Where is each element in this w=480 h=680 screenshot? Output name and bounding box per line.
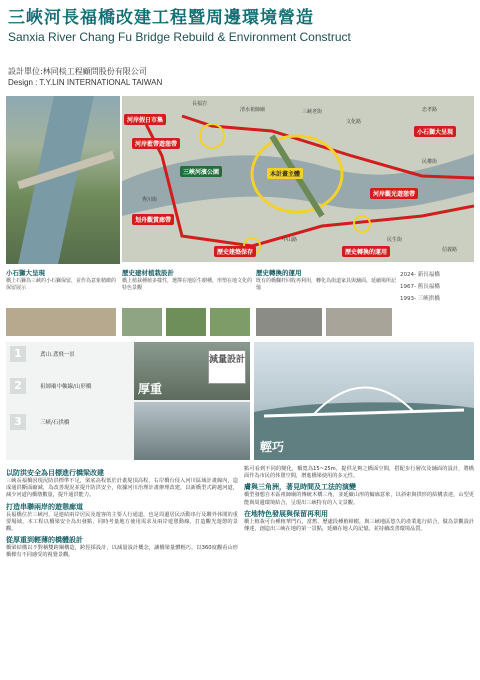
paragraph-body: 橋上植栽可台種植華門石，當舊、歷處段種植樟樹，與三峽地區悠久的產業進行結合，做為景觀設計傳達，創造出三峽在地的第一景點，延續在地人的記憶，並持續改善環境品質。 bbox=[244, 518, 474, 533]
card-small-lion bbox=[6, 268, 118, 338]
page-header bbox=[8, 8, 472, 44]
site-map bbox=[122, 96, 474, 262]
map-label-9: 民生街 bbox=[387, 237, 403, 243]
card-timeline bbox=[400, 268, 474, 338]
reuse-photo-2 bbox=[326, 308, 392, 336]
card-title: 歷史建材植栽設計 bbox=[122, 269, 174, 277]
design-credit bbox=[8, 66, 162, 88]
light-label: 輕巧 bbox=[260, 440, 285, 454]
tag-small-lion: 小石獅大呈現 bbox=[414, 126, 456, 137]
map-label-10: 信義路 bbox=[442, 247, 458, 253]
section-number: 2 bbox=[10, 378, 26, 394]
tag-rowing: 划舟觀賞廊帶 bbox=[132, 214, 174, 225]
text-column-left bbox=[6, 466, 238, 560]
map-label-1: 長福岩 bbox=[192, 101, 208, 107]
section-number: 3 bbox=[10, 414, 26, 430]
title-chinese: 三峽河長福橋改建工程暨周邊環境營造 bbox=[8, 8, 314, 28]
paragraph-heading: 打造串聯兩岸的遊憩廊道 bbox=[6, 502, 83, 511]
lion-photo bbox=[6, 308, 116, 336]
card-planting bbox=[122, 268, 252, 338]
tag-weekend: 河岸假日市集 bbox=[124, 114, 166, 125]
paragraph-body: 橋型發想自本區祖師廟的傳統木構三角，並延續山形的輪廓意象，以斜索與拱形的結構表達，山型更能與周邊環境結合，呈現出三峽特有的人文景觀。 bbox=[244, 492, 474, 506]
map-label-3: 三峽老街 bbox=[302, 109, 323, 115]
section-label: 祖師廟中軸線/山形橋 bbox=[40, 384, 92, 390]
tag-walk-route: 河岸觀光遊憩帶 bbox=[370, 188, 418, 199]
design-credit-en: Design : T.Y.LIN INTERNATIONAL TAIWAN bbox=[8, 78, 163, 87]
map-label-2: 清水祖師廟 bbox=[240, 107, 266, 113]
title-english: Sanxia River Chang Fu Bridge Rebuild & Environment Construct bbox=[8, 30, 351, 44]
paragraph-heading: 以防洪安全為目標進行橋梁改建 bbox=[6, 469, 104, 477]
paragraph-body: 三峽長福橋因現況防洪標準不足，梁底高程低於計畫堤頂高程，右岸橋台侵入河川區域計畫線內，造成通洪斷面縮減，為改善現況並提升防洪安全，依據河川治理計畫辦理改建，以新橋型式跨越河道，減少河道內橋墩數量，提升通洪能力。 bbox=[6, 478, 238, 499]
plant-photo-2 bbox=[166, 308, 206, 336]
section-number: 1 bbox=[10, 346, 26, 362]
map-label-4: 文化路 bbox=[346, 119, 362, 125]
tag-riverside-park: 三峽河濱公園 bbox=[180, 166, 222, 177]
tag-courtyard: 歷史轉換的運用 bbox=[342, 246, 390, 257]
timeline-text: 2024- 新長福橋 1967- 舊長福橋 1993- 三峽拱橋 bbox=[400, 272, 440, 302]
paragraph-heading: 膚與三角洲，著見時間及工法的演變 bbox=[244, 483, 356, 492]
plant-photo-3 bbox=[210, 308, 250, 336]
map-label-5: 忠孝路 bbox=[422, 107, 438, 113]
section-label: 鳶山.鳶飛一景 bbox=[40, 352, 75, 358]
paragraph-heading: 在地特色發展與保留再利用 bbox=[244, 509, 328, 518]
card-title: 歷史轉換的運用 bbox=[256, 269, 302, 277]
design-credit-zh: 設計單位:林同棪工程顧問股份有限公司 bbox=[8, 67, 147, 76]
reduce-design-box: 減量設計 bbox=[208, 350, 246, 384]
paragraph-heading: 從厚重到輕薄的橋體設計 bbox=[6, 536, 83, 545]
map-label-6: 民權街 bbox=[422, 159, 438, 165]
card-reuse bbox=[256, 268, 396, 338]
site-map-svg bbox=[122, 96, 474, 262]
heavy-label: 厚重 bbox=[138, 382, 163, 396]
paragraph-body: 橋梁結構以不對稱雙跨鋼構造，跨徑採設計，以減量設計概念，讓橋梁量體輕巧，以360度觀看山形橋樑有不同感受的視覺景觀。 bbox=[6, 545, 238, 559]
plant-photo-1 bbox=[122, 308, 162, 336]
feature-cards bbox=[6, 268, 474, 338]
tag-history: 歷史建築保存 bbox=[214, 246, 256, 257]
bridge-sections bbox=[6, 342, 250, 460]
paragraph-body: 點可看到不同的變化，橋寬為15~25m，提供足夠之橋面空間，搭配步行層次及舖面的設計，將橋面作為市民的休憩空間，增進橋梁使用的多元性。 bbox=[244, 466, 474, 480]
aerial-photo bbox=[6, 96, 120, 264]
card-text: 橋上植栽種植多樣性，選擇在地原生樹種，形塑在地文化的特色景觀 bbox=[122, 278, 253, 291]
section-label: 三峽/石拱橋 bbox=[40, 420, 70, 426]
text-column-right bbox=[244, 466, 474, 533]
light-photo bbox=[134, 402, 250, 460]
bridge-render bbox=[254, 342, 474, 460]
tag-river-cycle: 河岸藍帶遊憩帶 bbox=[132, 138, 180, 149]
reuse-photo-1 bbox=[256, 308, 322, 336]
map-label-7: 秀川街 bbox=[142, 197, 158, 203]
card-text: 既有的橋欄杆回收再利用，轉化為街道家具與舖面，延續場所記憶 bbox=[256, 278, 397, 291]
tag-main-bridge: 本計畫主體 bbox=[267, 168, 303, 179]
paragraph-body: 長福橋位於三峽河，是連結兩岸居民及遊客的主要人行通道，也是周邊居民活動串行及聯外休閒的重要場域，本工程以橋梁安全為出發點，同時考量地方使用需求及兩岸遊憩動線，打造觀光遊憩的景觀。 bbox=[6, 511, 238, 533]
card-text: 橋上石獅為三峽的小石獅保留，並作為意象精緻的保留展示 bbox=[6, 278, 117, 291]
card-title: 小石獅大呈現 bbox=[6, 269, 45, 277]
bridge-render-svg bbox=[254, 342, 474, 460]
map-label-8: 中山路 bbox=[282, 237, 298, 243]
